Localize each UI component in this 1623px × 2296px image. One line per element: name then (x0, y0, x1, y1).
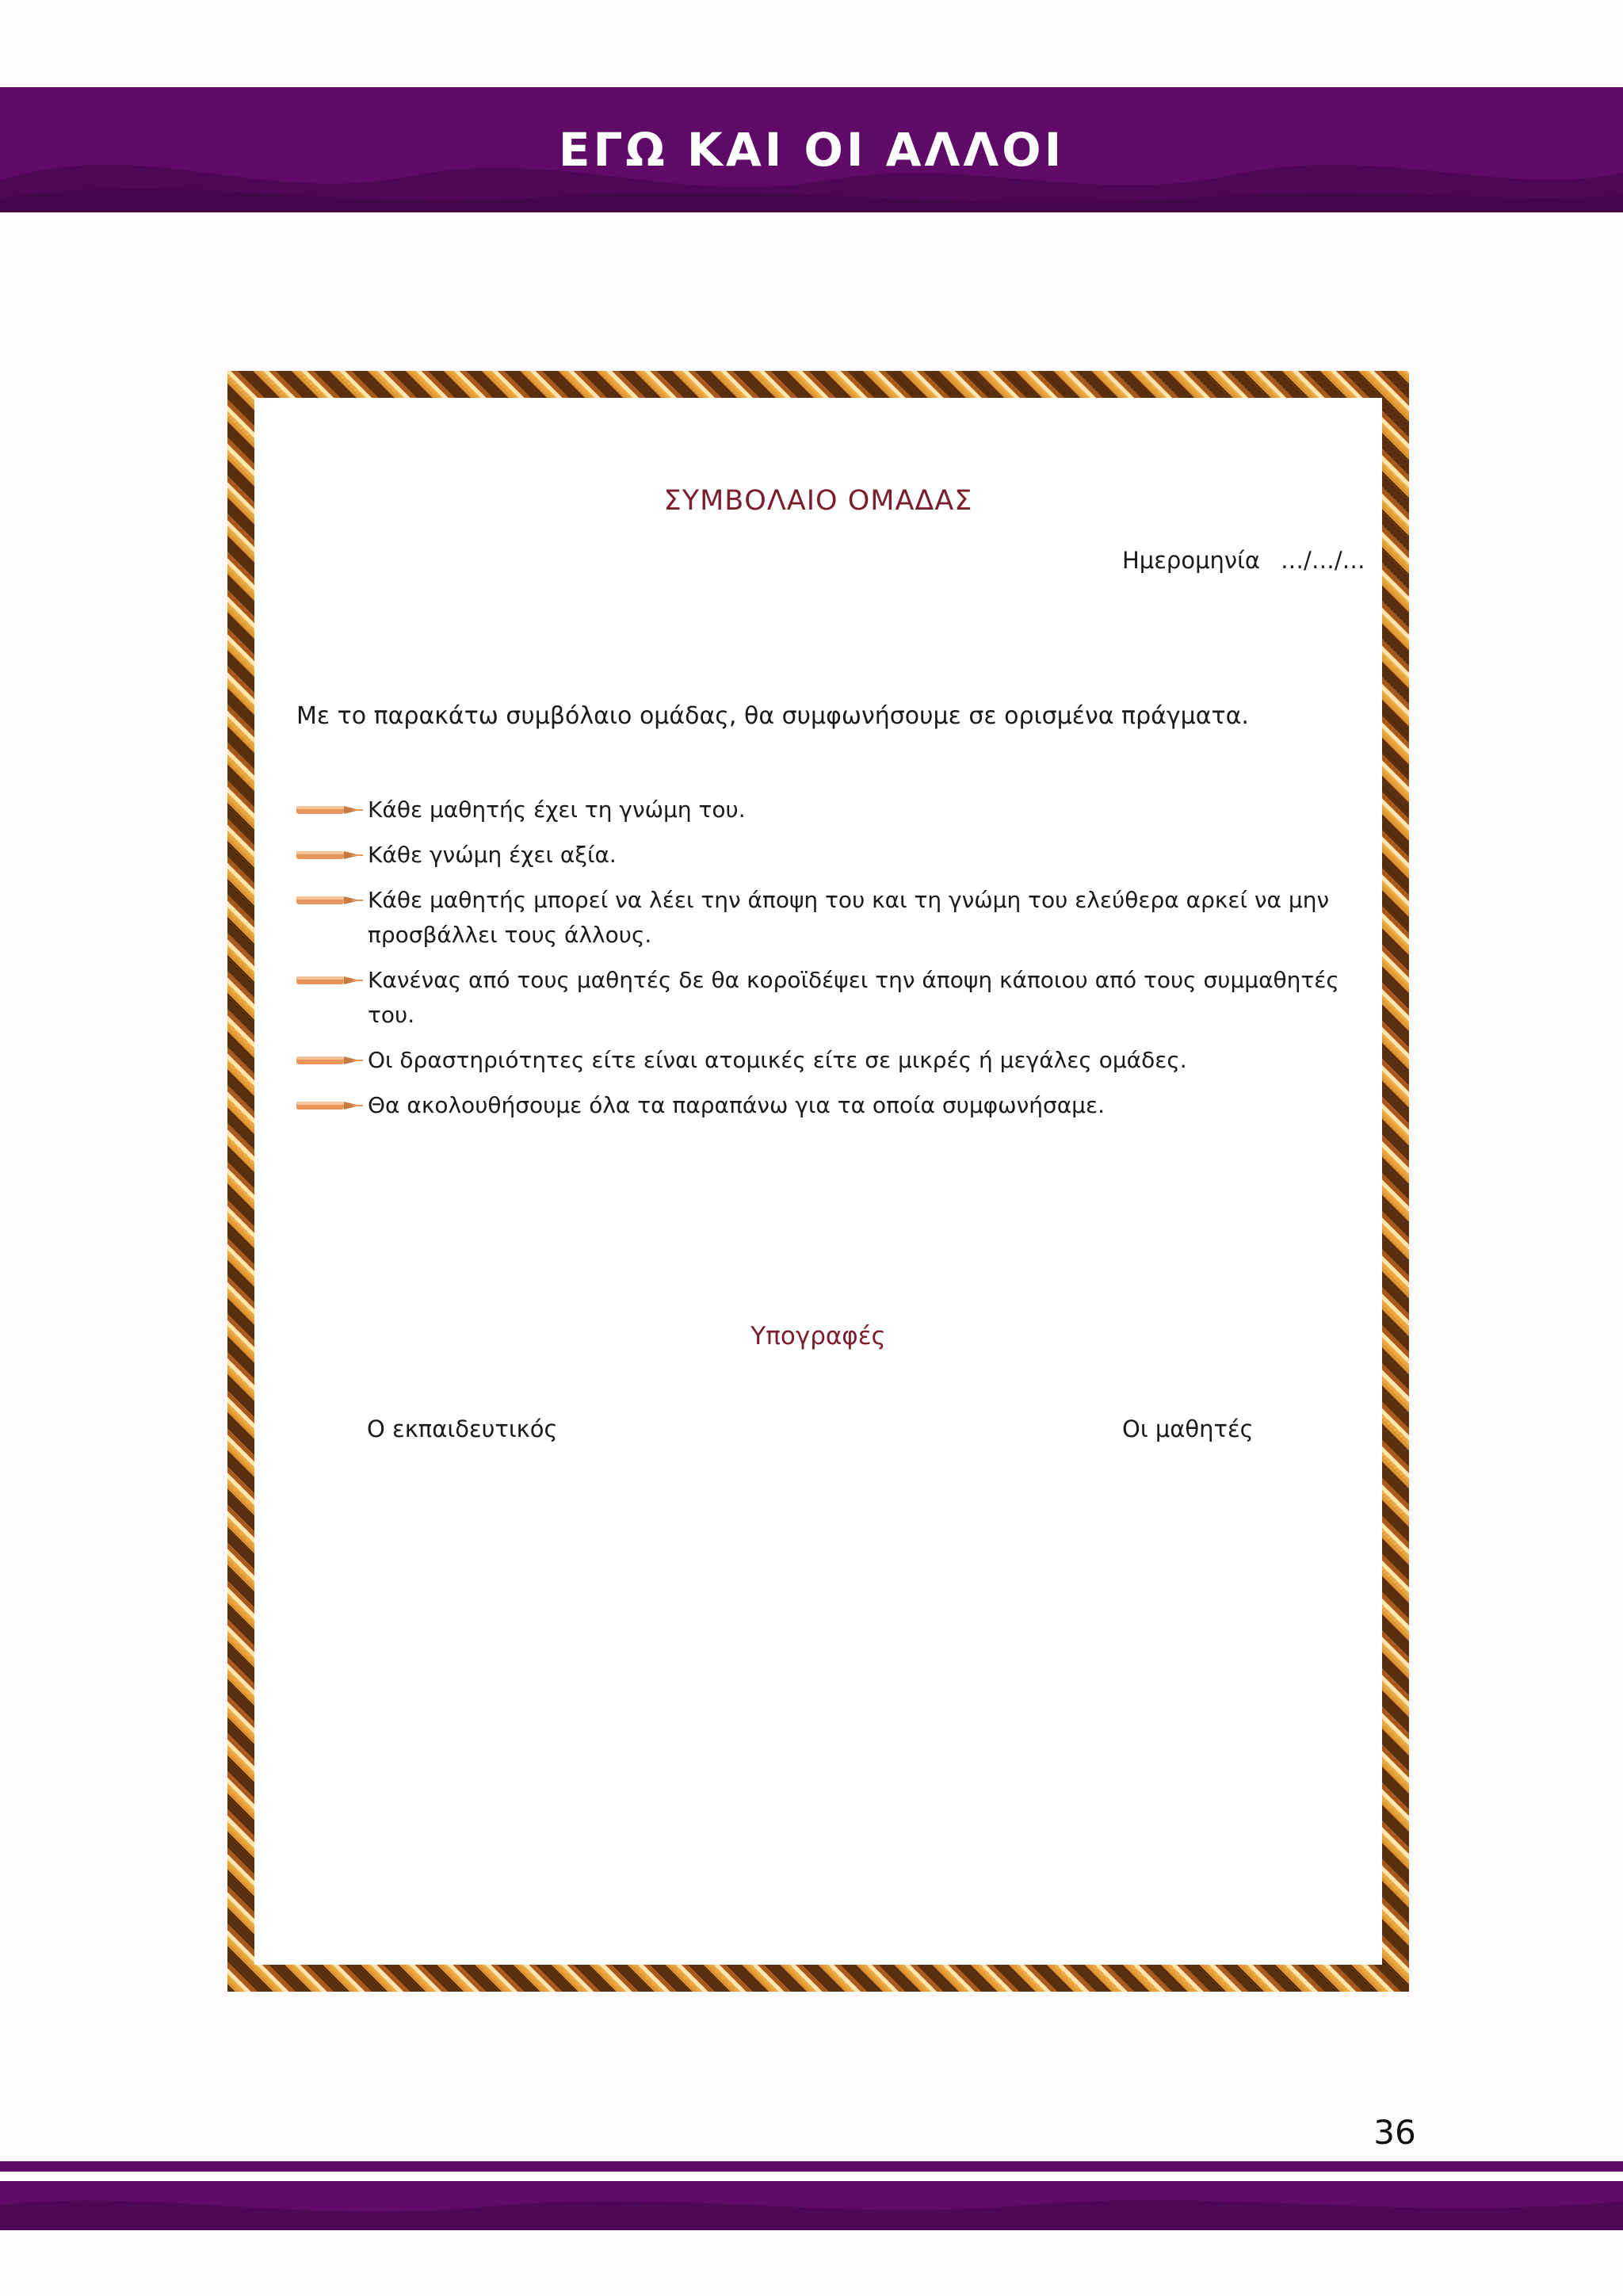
pencil-icon (296, 804, 363, 816)
pencil-icon (296, 974, 363, 987)
rule-item (296, 1088, 1350, 1123)
rule-text: Κάθε γνώμη έχει αξία. (368, 842, 617, 868)
footer-band (0, 2181, 1623, 2230)
rule-text: Κάθε μαθητής έχει τη γνώμη του. (368, 797, 746, 823)
rule-item (296, 1043, 1350, 1078)
signature-teacher-label: Ο εκπαιδευτικός (367, 1415, 558, 1442)
page-header-title: ΕΓΩ ΚΑΙ ΟΙ ΑΛΛΟΙ (558, 123, 1065, 177)
rule-item (296, 838, 1350, 873)
contract-title: ΣΥΜΒΟΛΑΙΟ ΟΜΑΔΑΣ (663, 485, 973, 517)
frame-inner (254, 398, 1382, 1965)
pencil-icon (296, 1054, 363, 1067)
date-row (1122, 547, 1365, 574)
footer-line (0, 2161, 1623, 2172)
header-band (0, 87, 1623, 212)
date-label: Ημερομηνία (1122, 547, 1261, 574)
rule-text: Κάθε μαθητής μπορεί να λέει την άποψη του και τη γνώμη του ελεύθερα αρκεί να μην προσβάλλει τους άλλους. (368, 887, 1330, 948)
rule-text: Οι δραστηριότητες είτε είναι ατομικές είτε σε μικρές ή μεγάλες ομάδες. (368, 1047, 1187, 1073)
decorative-frame (227, 371, 1409, 1992)
rule-item (296, 883, 1350, 953)
rule-text: Κανένας από τους μαθητές δε θα κοροϊδέψει την άποψη κάποιου από τους συμμαθητές του. (368, 967, 1339, 1028)
signatures-title: Υπογραφές (750, 1322, 886, 1350)
pencil-icon (296, 1099, 363, 1112)
footer-wave-decoration (0, 2181, 1623, 2230)
intro-text: Με το παρακάτω συμβόλαιο ομάδας, θα συμφωνήσουμε σε ορισμένα πράγματα. (296, 702, 1249, 730)
page-number: 36 (1373, 2113, 1416, 2152)
date-placeholder: …/…/… (1281, 547, 1365, 574)
rules-list (296, 793, 1350, 1133)
rule-text: Θα ακολουθήσουμε όλα τα παραπάνω για τα οποία συμφωνήσαμε. (368, 1092, 1106, 1118)
pencil-icon (296, 894, 363, 907)
signature-students-label: Οι μαθητές (1122, 1415, 1254, 1442)
rule-item (296, 793, 1350, 827)
rule-item (296, 963, 1350, 1033)
pencil-icon (296, 849, 363, 861)
